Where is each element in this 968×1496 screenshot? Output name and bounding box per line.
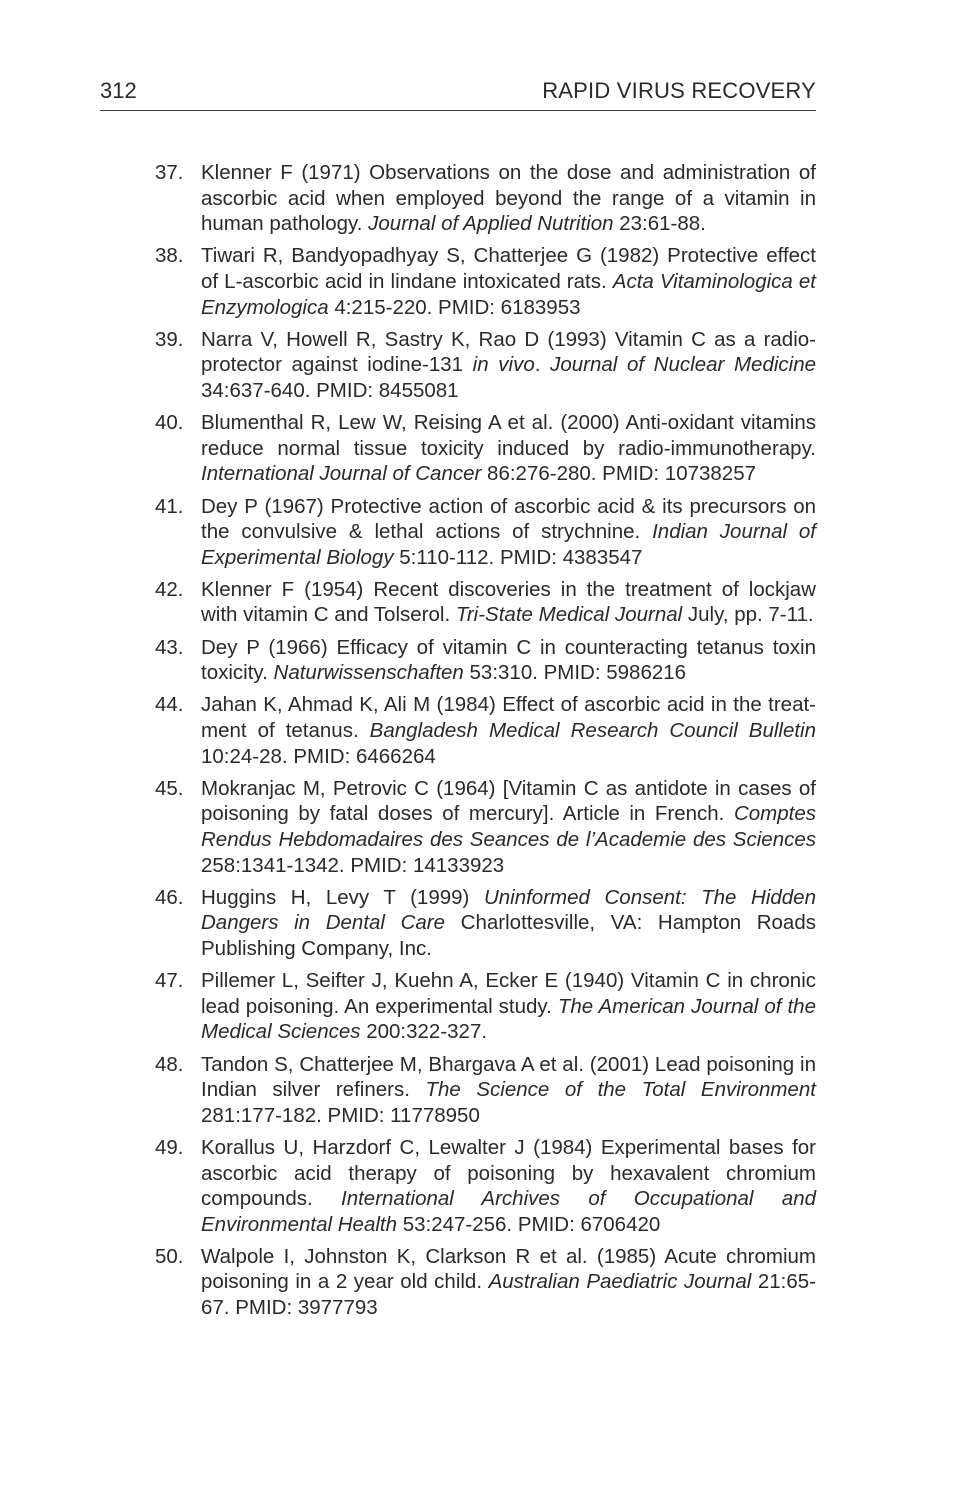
reference-text xyxy=(201,1136,816,1236)
reference-citation: Dey P (1967) Protective action of ascorbic acid & its precursors on the convulsive & lethal actions of strychnine. xyxy=(201,494,816,544)
reference-citation: Korallus U, Harzdorf C, Lewalter J (1984) Experimental bases for ascorbic acid therapy of poisoning by hexavalent chromium compounds. xyxy=(201,1135,816,1211)
reference-item xyxy=(155,1244,816,1321)
reference-journal: International Archives of Occupational and Environmental Health xyxy=(201,1187,816,1236)
reference-journal: Acta Vitaminologica et Enzymologica xyxy=(201,269,816,319)
reference-text xyxy=(201,636,816,685)
reference-number: 49. xyxy=(155,1135,184,1159)
reference-citation: Tandon S, Chatterjee M, Bhargava A et al. (2001) Lead poisoning in Indian silver refiners. xyxy=(201,1052,816,1102)
reference-item xyxy=(155,1052,816,1129)
reference-text xyxy=(201,777,816,877)
reference-item xyxy=(155,885,816,962)
reference-text xyxy=(201,693,816,767)
reference-text xyxy=(201,969,816,1043)
reference-item xyxy=(155,243,816,320)
reference-details: 53:310. PMID: 5986216 xyxy=(463,661,687,685)
reference-number: 44. xyxy=(155,693,184,717)
reference-journal: Bangladesh Medical Research Council Bulletin xyxy=(369,719,817,743)
reference-item xyxy=(155,494,816,571)
running-title: RAPID VIRUS RECOVERY xyxy=(542,78,816,103)
reference-journal: Naturwissenschaften xyxy=(273,661,464,685)
page-header xyxy=(100,76,816,111)
reference-details: 4:215-220. PMID: 6183953 xyxy=(328,295,581,319)
reference-item xyxy=(155,968,816,1045)
reference-citation: Dey P (1966) Efficacy of vitamin C in counteracting tetanus toxin toxicity. xyxy=(201,635,816,685)
reference-details: 21:65-67. PMID: 3977793 xyxy=(201,1270,816,1320)
reference-number: 43. xyxy=(155,635,184,659)
reference-number: 42. xyxy=(155,577,184,601)
reference-details: Charlottesville, VA: Hampton Roads Publishing Company, Inc. xyxy=(201,911,816,960)
reference-journal: International Journal of Cancer xyxy=(201,462,482,486)
reference-text xyxy=(201,495,816,569)
reference-details: 281:177-182. PMID: 11778950 xyxy=(201,1103,480,1127)
reference-item xyxy=(155,327,816,404)
reference-text xyxy=(201,411,816,485)
reference-item xyxy=(155,1135,816,1237)
reference-citation: Pillemer L, Seifter J, Kuehn A, Ecker E (1940) Vitamin C in chronic lead poisoning. An experimental study. xyxy=(201,969,816,1018)
reference-text xyxy=(201,578,816,627)
reference-item xyxy=(155,776,816,878)
reference-journal: Comptes Rendus Hebdomadaires des Seances de l’Academie des Sciences xyxy=(201,802,816,851)
reference-citation: Klenner F (1971) Observations on the dose and administration of ascorbic acid when employed beyond the range of a vitamin in human pathology. xyxy=(201,161,816,236)
reference-details: 86:276-280. PMID: 10738257 xyxy=(481,462,757,486)
reference-journal: The Science of the Total Environment xyxy=(425,1078,816,1102)
reference-separator: . xyxy=(534,353,551,377)
reference-journal: Journal of Applied Nutrition xyxy=(368,212,614,236)
reference-details: 53:247-256. PMID: 6706420 xyxy=(397,1212,661,1236)
reference-list xyxy=(155,160,816,1327)
reference-journal: Journal of Nuclear Medicine xyxy=(550,353,817,377)
reference-item xyxy=(155,160,816,237)
reference-item xyxy=(155,692,816,769)
reference-details: July, pp. 7-11. xyxy=(682,603,814,627)
reference-details: 23:61-88. xyxy=(613,212,706,236)
reference-text xyxy=(201,1245,816,1319)
reference-text xyxy=(201,161,816,235)
reference-item xyxy=(155,577,816,628)
reference-number: 50. xyxy=(155,1244,184,1268)
reference-text xyxy=(201,886,816,960)
reference-citation: Jahan K, Ahmad K, Ali M (1984) Effect of ascorbic acid in the treat-ment of tetanus. xyxy=(201,693,816,743)
reference-number: 40. xyxy=(155,411,184,435)
page-number: 312 xyxy=(100,78,137,103)
reference-citation: Walpole I, Johnston K, Clarkson R et al. (1985) Acute chromium poisoning in a 2 year old child. xyxy=(201,1244,816,1294)
reference-details: 200:322-327. xyxy=(360,1020,488,1044)
reference-item xyxy=(155,410,816,487)
reference-details: 34:637-640. PMID: 8455081 xyxy=(201,378,459,402)
reference-number: 41. xyxy=(155,494,184,518)
reference-book-title: Uninformed Consent: The Hidden Dangers in Dental Care xyxy=(201,885,816,935)
reference-citation: Tiwari R, Bandyopadhyay S, Chatterjee G (1982) Protective effect of L-ascorbic acid in lindane intoxicated rats. xyxy=(201,244,816,293)
reference-journal: Indian Journal of Experimental Biology xyxy=(201,520,816,569)
reference-number: 47. xyxy=(155,969,184,993)
reference-number: 46. xyxy=(155,885,184,909)
reference-item xyxy=(155,635,816,686)
reference-citation: Huggins H, Levy T (1999) xyxy=(201,885,484,909)
reference-citation: Blumenthal R, Lew W, Reising A et al. (2000) Anti-oxidant vitamins reduce normal tissue toxicity induced by radio-immunotherapy. xyxy=(201,411,816,460)
reference-text xyxy=(201,1053,816,1127)
reference-number: 39. xyxy=(155,327,184,351)
reference-text xyxy=(201,244,816,318)
reference-journal: The American Journal of the Medical Sciences xyxy=(201,994,816,1044)
reference-citation: Klenner F (1954) Recent discoveries in the treatment of lockjaw with vitamin C and Tolserol. xyxy=(201,577,816,627)
reference-details: 258:1341-1342. PMID: 14133923 xyxy=(201,853,505,877)
reference-text xyxy=(201,328,816,402)
reference-number: 38. xyxy=(155,244,184,268)
reference-number: 45. xyxy=(155,776,184,800)
reference-citation: Mokranjac M, Petrovic C (1964) [Vitamin C as antidote in cases of poisoning by fatal doses of mercury]. Article in French. xyxy=(201,776,816,826)
reference-details: 5:110-112. PMID: 4383547 xyxy=(393,545,643,569)
reference-number: 37. xyxy=(155,161,184,184)
reference-number: 48. xyxy=(155,1052,184,1076)
reference-details: 10:24-28. PMID: 6466264 xyxy=(201,744,436,768)
reference-inline-italic: in vivo xyxy=(472,353,535,377)
reference-journal: Tri-State Medical Journal xyxy=(455,603,683,627)
reference-journal: Australian Paediatric Journal xyxy=(488,1270,752,1294)
reference-citation: Narra V, Howell R, Sastry K, Rao D (1993) Vitamin C as a radio-protector against iodine-131 xyxy=(201,327,816,377)
